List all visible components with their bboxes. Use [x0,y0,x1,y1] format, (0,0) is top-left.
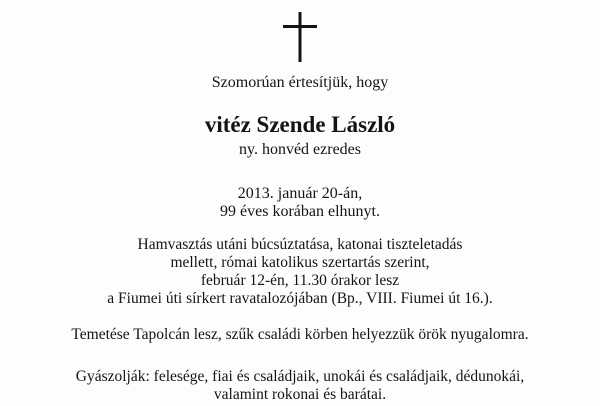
mourners-line: Gyászolják: felesége, fiai és családjaik, unokái és családjaik, dédunokái, [75,368,525,385]
death-age: 99 éves korában elhunyt. [220,203,380,220]
deceased-name: vitéz Szende László [204,112,396,137]
ceremony-line: mellett, római katolikus szertartás szerint, [170,254,430,271]
intro-text: Szomorúan értesítjük, hogy [211,74,389,91]
ceremony-line: Hamvasztás utáni búcsúztatása, katonai tiszteletadás [137,236,463,253]
burial-text: Temetése Tapolcán lesz, szűk családi körben helyezzük örök nyugalomra. [71,326,529,343]
ceremony-line: február 12-én, 11.30 órakor lesz [200,272,400,289]
cross-icon [283,12,317,62]
ceremony-line: a Fiumei úti sírkert ravatalozójában (Bp., VIII. Fiumei út 16.). [107,290,493,307]
mourners-line: valamint rokonai és barátai. [213,386,387,403]
death-date: 2013. január 20-án, [237,185,363,202]
deceased-rank: ny. honvéd ezredes [238,141,362,158]
